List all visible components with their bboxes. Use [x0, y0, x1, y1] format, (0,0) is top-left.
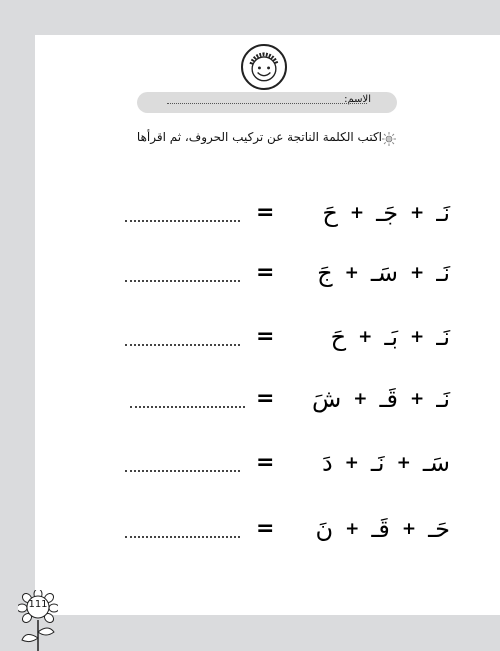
equals-sign: =: [256, 324, 275, 349]
name-label: الاسم:: [344, 94, 371, 105]
letter: نَـ: [436, 259, 450, 287]
letter: نَـ: [436, 323, 450, 351]
letter: حَـ: [428, 515, 450, 543]
letter: نَـ: [436, 199, 450, 227]
equals-sign: =: [256, 516, 275, 541]
plus-sign: +: [358, 327, 373, 347]
exercise-row-6: [0, 512, 500, 552]
exercise-row-5: [0, 446, 500, 486]
plus-sign: +: [410, 389, 425, 409]
letter: سَـ: [370, 259, 399, 287]
letter-expression: [280, 512, 450, 546]
equals-sign: =: [256, 450, 275, 475]
letter: جَـ: [376, 199, 399, 227]
letter: حَ: [330, 323, 347, 351]
letter-expression: [280, 320, 450, 354]
page-number: 111: [28, 599, 48, 610]
letter-expression: [280, 382, 450, 416]
plus-sign: +: [396, 453, 411, 473]
equals-sign: =: [256, 386, 275, 411]
letter-expression: [280, 256, 450, 290]
letter: بَـ: [384, 323, 399, 351]
plus-sign: +: [353, 389, 368, 409]
letter: قَـ: [371, 515, 390, 543]
instruction-text: اكتب الكلمة الناتجة عن تركيب الحروف، ثم اقرأها: [136, 130, 382, 144]
page-number-flower: [18, 590, 58, 651]
exercise-row-4: [0, 382, 500, 422]
sun-bullet-icon: [382, 132, 396, 146]
exercise-row-1: [0, 196, 500, 236]
letter-expression: [280, 446, 450, 480]
equals-sign: =: [256, 200, 275, 225]
letter: نَـ: [370, 449, 385, 477]
answer-line[interactable]: [125, 280, 240, 282]
plus-sign: +: [349, 203, 365, 223]
letter: شَ: [311, 385, 342, 413]
plus-sign: +: [344, 453, 359, 473]
plus-sign: +: [344, 263, 359, 283]
answer-line[interactable]: [125, 536, 240, 538]
answer-line[interactable]: [125, 470, 240, 472]
answer-line[interactable]: [125, 220, 240, 222]
answer-line[interactable]: [130, 406, 245, 408]
name-dotted-line: [167, 103, 367, 104]
plus-sign: +: [401, 519, 417, 539]
letter: قَـ: [379, 385, 399, 413]
answer-line[interactable]: [125, 344, 240, 346]
letter: نَـ: [436, 385, 450, 413]
letter: سَـ: [422, 449, 450, 477]
letter: حَ: [322, 199, 338, 227]
plus-sign: +: [410, 203, 425, 223]
exercise-row-2: [0, 256, 500, 296]
plus-sign: +: [410, 263, 425, 283]
child-face-logo-icon: [241, 44, 287, 90]
exercise-row-3: [0, 320, 500, 360]
letter: دَ: [321, 449, 333, 477]
letter: نَ: [315, 515, 334, 543]
plus-sign: +: [410, 327, 425, 347]
equals-sign: =: [256, 260, 275, 285]
plus-sign: +: [345, 519, 360, 539]
letter: جَ: [317, 259, 333, 287]
letter-expression: [280, 196, 450, 230]
student-name-field[interactable]: [137, 92, 397, 113]
